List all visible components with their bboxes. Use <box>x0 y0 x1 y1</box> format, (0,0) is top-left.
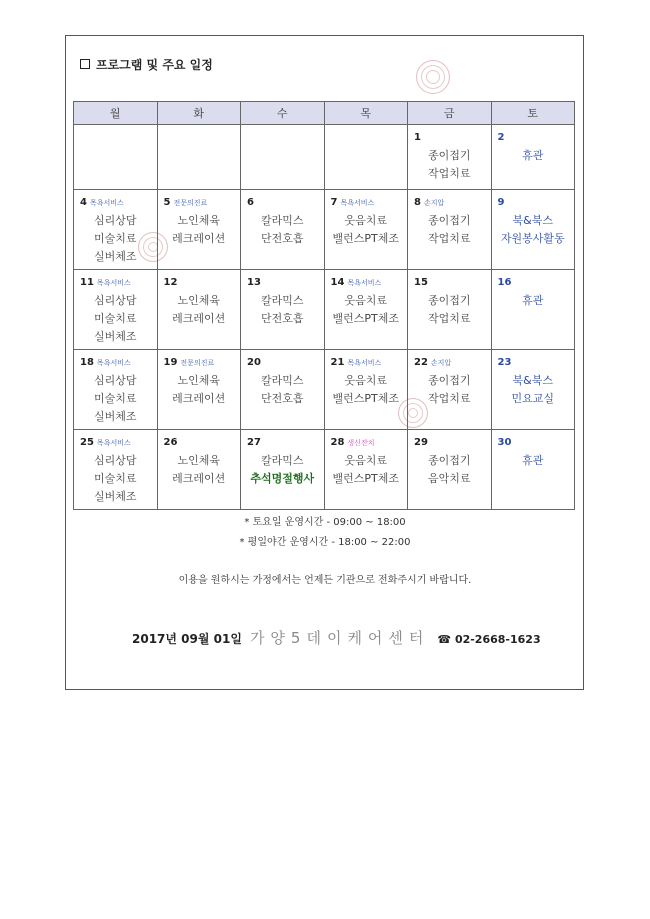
day-cell <box>408 430 492 510</box>
day-cell <box>408 270 492 350</box>
day-number: 16 <box>497 277 512 288</box>
program-item: 밸런스PT체조 <box>332 232 399 245</box>
program-item: 밸런스PT체조 <box>332 392 399 405</box>
day-cell <box>157 430 241 510</box>
program-item: 심리상담 <box>93 374 137 387</box>
program-item: 미술치료 <box>93 472 137 485</box>
day-number: 1 <box>414 132 421 143</box>
program-item: 미술치료 <box>93 232 137 245</box>
program-item: 밸런스PT체조 <box>332 472 399 485</box>
program-item: 칼라믹스 <box>260 374 304 387</box>
day-number: 29 <box>414 437 428 448</box>
program-item: 실버체조 <box>93 410 137 423</box>
day-cell <box>324 430 408 510</box>
day-note: 전문의진료 <box>173 199 208 207</box>
day-number: 6 <box>247 197 254 208</box>
day-cell <box>408 125 492 190</box>
day-cell <box>324 125 408 190</box>
program-item: 종이접기 <box>427 214 471 227</box>
day-cell <box>157 270 241 350</box>
week-row <box>74 125 575 190</box>
day-number: 30 <box>497 437 512 448</box>
day-number: 9 <box>497 197 505 208</box>
day-note: 손지압 <box>430 359 452 367</box>
day-cell <box>157 125 241 190</box>
program-item: 웃음치료 <box>344 454 387 467</box>
program-item: 실버체조 <box>93 250 137 263</box>
program-item: 실버체조 <box>93 330 137 343</box>
program-item: 민요교실 <box>511 392 554 405</box>
program-item: 칼라믹스 <box>260 214 304 227</box>
day-cell <box>491 350 575 430</box>
program-item: 심리상담 <box>93 454 137 467</box>
day-cell <box>74 270 158 350</box>
square-bullet-icon <box>80 59 90 69</box>
program-item: 레크레이션 <box>172 232 226 245</box>
program-item: 레크레이션 <box>172 312 226 325</box>
day-number: 15 <box>414 277 428 288</box>
program-item: 휴관 <box>522 454 544 467</box>
day-number: 21 <box>330 357 345 368</box>
program-item: 심리상담 <box>93 214 137 227</box>
day-number: 20 <box>247 357 261 368</box>
program-item: 북&북스 <box>512 374 553 387</box>
day-number: 27 <box>247 437 261 448</box>
program-item: 웃음치료 <box>344 294 387 307</box>
footer <box>132 627 541 648</box>
day-cell <box>408 190 492 270</box>
program-item: 밸런스PT체조 <box>332 312 399 325</box>
program-item: 작업치료 <box>427 232 471 245</box>
weekday-header: 토 <box>491 102 575 125</box>
issue-date: 2017년 09월 01일 <box>132 632 242 646</box>
week-row <box>74 350 575 430</box>
weekday-header: 수 <box>241 102 325 125</box>
program-item: 단전호흡 <box>260 232 304 245</box>
program-item: 노인체육 <box>177 374 220 387</box>
day-cell <box>74 430 158 510</box>
program-item: 레크레이션 <box>172 472 226 485</box>
day-note: 손지압 <box>423 199 445 207</box>
day-number: 7 <box>330 197 338 208</box>
weekday-header: 목 <box>324 102 408 125</box>
phone-number: ☎ 02-2668-1623 <box>437 633 541 646</box>
day-cell <box>241 125 325 190</box>
day-cell <box>157 190 241 270</box>
program-item: 휴관 <box>522 294 544 307</box>
program-item: 레크레이션 <box>172 392 226 405</box>
day-number: 4 <box>80 197 87 208</box>
day-cell <box>408 350 492 430</box>
day-cell <box>241 270 325 350</box>
notice-text: 이용을 원하시는 가정에서는 언제든 기관으로 전화주시기 바랍니다. <box>178 575 472 586</box>
stamp-spiral-icon <box>416 60 450 94</box>
week-row <box>74 270 575 350</box>
day-number: 14 <box>330 277 345 288</box>
day-number: 18 <box>80 357 94 368</box>
day-note: 목욕서비스 <box>96 279 131 287</box>
day-note: 목욕서비스 <box>347 359 382 367</box>
program-item: 북&북스 <box>512 214 553 227</box>
day-number: 19 <box>163 357 178 368</box>
day-cell <box>491 190 575 270</box>
program-item: 단전호흡 <box>260 392 304 405</box>
program-item: 휴관 <box>522 149 544 162</box>
program-item: 종이접기 <box>427 374 471 387</box>
day-cell <box>491 430 575 510</box>
day-number: 25 <box>80 437 94 448</box>
weekday-header: 월 <box>74 102 158 125</box>
program-item: 작업치료 <box>427 392 471 405</box>
program-item: 미술치료 <box>93 312 137 325</box>
schedule-calendar <box>73 101 575 510</box>
program-item: 추석명절행사 <box>250 472 315 485</box>
day-number: 2 <box>497 132 505 143</box>
day-number: 13 <box>247 277 261 288</box>
day-number: 28 <box>330 437 345 448</box>
program-item: 작업치료 <box>427 167 471 180</box>
day-number: 5 <box>163 197 171 208</box>
program-item: 종이접기 <box>427 454 471 467</box>
program-item: 웃음치료 <box>344 214 387 227</box>
organization-name: 가양5데이케어센터 <box>249 629 430 647</box>
program-item: 노인체육 <box>177 454 220 467</box>
day-cell <box>74 125 158 190</box>
day-note: 목욕서비스 <box>96 439 131 447</box>
day-note: 목욕서비스 <box>347 279 382 287</box>
day-cell <box>74 350 158 430</box>
day-number: 11 <box>80 277 94 288</box>
program-item: 노인체육 <box>177 294 220 307</box>
day-number: 23 <box>497 357 512 368</box>
program-item: 노인체육 <box>177 214 220 227</box>
program-item: 심리상담 <box>93 294 137 307</box>
program-item: 종이접기 <box>427 149 471 162</box>
program-item: 실버체조 <box>93 490 137 503</box>
program-item: 자원봉사활동 <box>500 232 565 245</box>
day-cell <box>241 350 325 430</box>
saturday-hours: * 토요일 운영시간 - 09:00 ~ 18:00 <box>244 517 406 528</box>
program-item: 단전호흡 <box>260 312 304 325</box>
day-cell <box>241 430 325 510</box>
week-row <box>74 430 575 510</box>
day-cell <box>491 270 575 350</box>
weekday-header: 금 <box>408 102 492 125</box>
day-note: 전문의진료 <box>180 359 215 367</box>
program-item: 칼라믹스 <box>260 294 304 307</box>
day-note: 생신잔치 <box>347 439 375 447</box>
day-number: 26 <box>163 437 178 448</box>
program-item: 종이접기 <box>427 294 471 307</box>
day-note: 목욕서비스 <box>89 199 124 207</box>
day-cell <box>74 190 158 270</box>
section-title <box>80 56 213 73</box>
day-number: 12 <box>163 277 178 288</box>
day-note: 목욕서비스 <box>340 199 375 207</box>
program-item: 웃음치료 <box>344 374 387 387</box>
program-item: 작업치료 <box>427 312 471 325</box>
day-cell <box>324 350 408 430</box>
day-cell <box>324 270 408 350</box>
day-cell <box>491 125 575 190</box>
day-number: 8 <box>414 197 421 208</box>
day-number: 22 <box>414 357 428 368</box>
weekday-header: 화 <box>157 102 241 125</box>
program-item: 미술치료 <box>93 392 137 405</box>
program-item: 음악치료 <box>427 472 471 485</box>
week-row <box>74 190 575 270</box>
title-text: 프로그램 및 주요 일정 <box>96 58 213 72</box>
day-cell <box>324 190 408 270</box>
program-item: 칼라믹스 <box>260 454 304 467</box>
weeknight-hours: * 평일야간 운영시간 - 18:00 ~ 22:00 <box>239 537 411 548</box>
day-cell <box>157 350 241 430</box>
day-cell <box>241 190 325 270</box>
day-note: 목욕서비스 <box>96 359 131 367</box>
